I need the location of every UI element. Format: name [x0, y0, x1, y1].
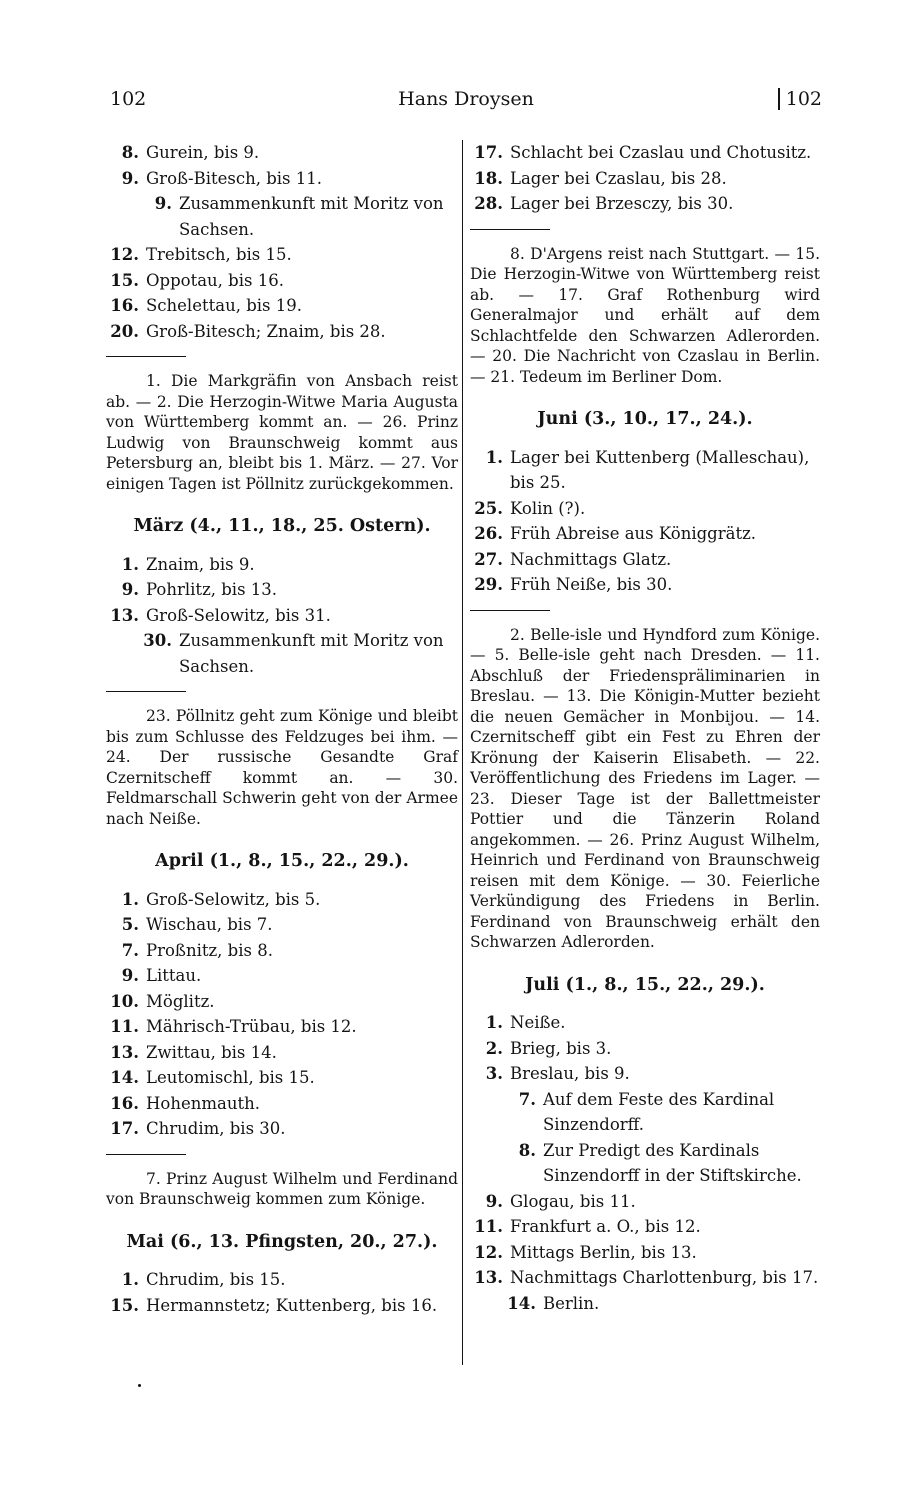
list-entry	[470, 166, 820, 192]
entry-list	[106, 1267, 458, 1318]
entry-day: 1.	[121, 554, 139, 574]
right-column	[470, 140, 820, 1316]
list-entry	[106, 552, 458, 578]
entry-text: Schelettau, bis 19.	[146, 296, 302, 315]
list-entry	[470, 1240, 820, 1266]
entry-day: 10.	[110, 991, 139, 1011]
entry-day: 11.	[474, 1217, 503, 1236]
entry-day: 1.	[485, 447, 503, 467]
entry-day: 15.	[110, 270, 139, 290]
entry-day: 1.	[121, 889, 139, 909]
sub-entry-list	[106, 628, 458, 679]
event-note: 7. Prinz August Wilhelm und Ferdinand von Braunschweig kommen zum Könige.	[106, 1169, 458, 1208]
entry-day: 27.	[474, 549, 503, 569]
list-entry	[106, 963, 458, 989]
list-entry	[503, 1291, 820, 1317]
entry-text: Groß-Bitesch, bis 11.	[146, 168, 323, 188]
entry-day: 14.	[110, 1068, 139, 1087]
month-heading: Juli (1., 8., 15., 22., 29.).	[525, 974, 765, 995]
ink-speck	[138, 1384, 141, 1387]
entry-text: Brieg, bis 3.	[510, 1038, 612, 1058]
entry-day: 18.	[474, 168, 503, 188]
entry-day: 15.	[110, 1295, 139, 1315]
list-entry	[106, 140, 458, 166]
entry-text: Kolin (?).	[510, 498, 586, 518]
list-entry	[106, 887, 458, 913]
event-note: 2. Belle-isle und Hyndford zum Könige. — 5. Belle-isle geht nach Dresden. — 11. Abschluß der Friedenspräliminarien in Breslau. — 13. Die Königin-Mutter bezieht die neuen Gemächer in Monbijou. — 14. Czernitscheff gibt ein Fest zu Ehren der Krönung der Kaiserin Elisabeth. — 22. Veröffentlichung des Friedens im Lager. — 23. Dieser Tage ist der Ballettmeister Pottier und die Tänzerin Roland angekommen. — 26. Prinz August Wilhelm, Heinrich und Ferdinand von Braunschweig reisen mit dem Könige. — 30. Feierliche Verkündigung des Friedens in Berlin. Ferdinand von Braunschweig erhält den Schwarzen Adlerorden.	[470, 625, 820, 951]
section-rule	[106, 356, 186, 357]
entry-day: 7.	[518, 1089, 536, 1109]
entry-text: Chrudim, bis 30.	[146, 1119, 286, 1138]
entry-list	[470, 445, 820, 598]
list-entry	[106, 1293, 458, 1319]
entry-day: 17.	[110, 1119, 139, 1138]
list-entry	[106, 242, 458, 268]
entry-text: Pohrlitz, bis 13.	[146, 580, 278, 599]
entry-text: Groß-Bitesch; Znaim, bis 28.	[146, 321, 386, 341]
sub-entry-list	[470, 1087, 820, 1189]
list-entry	[503, 1138, 820, 1189]
list-entry	[106, 603, 458, 629]
list-entry	[470, 191, 820, 217]
entry-list	[470, 140, 820, 217]
entry-day: 20.	[110, 321, 139, 341]
list-entry	[106, 1116, 458, 1142]
list-entry	[470, 1214, 820, 1240]
entry-text: Möglitz.	[146, 991, 215, 1011]
entry-day: 17.	[474, 143, 503, 162]
entry-day: 29.	[474, 575, 503, 594]
list-entry	[106, 989, 458, 1015]
list-entry	[470, 445, 820, 496]
entry-text: Trebitsch, bis 15.	[146, 245, 292, 264]
entry-text: Zur Predigt des Kardinals Sinzendorff in der Stiftskirche.	[543, 1140, 802, 1185]
list-entry	[106, 1014, 458, 1040]
list-entry	[106, 1091, 458, 1117]
entry-text: Früh Abreise aus Königgrätz.	[510, 524, 757, 543]
list-entry	[106, 1267, 458, 1293]
entry-text: Wischau, bis 7.	[146, 915, 273, 934]
entry-text: Zusammenkunft mit Moritz von Sachsen.	[179, 194, 444, 239]
entry-list	[106, 552, 458, 629]
entry-day: 2.	[485, 1038, 503, 1058]
entry-text: Lager bei Kuttenberg (Malleschau), bis 25.	[510, 447, 810, 492]
entry-text: Früh Neiße, bis 30.	[510, 575, 673, 594]
entry-text: Chrudim, bis 15.	[146, 1270, 286, 1289]
running-head: Hans Droysen	[398, 88, 534, 110]
entry-list	[106, 887, 458, 1142]
list-entry	[106, 268, 458, 294]
event-note: 8. D'Argens reist nach Stuttgart. — 15. Die Herzogin-Witwe von Württemberg reist ab. — 17. Graf Rothenburg wird Generalmajor und erhält auf dem Schlachtfelde den Schwarzen Adlerorden. — 20. Die Nachricht von Czaslau in Berlin. — 21. Tedeum im Berliner Dom.	[470, 244, 820, 386]
entry-day: 13.	[474, 1268, 503, 1287]
entry-day: 14.	[507, 1293, 536, 1313]
entry-text: Lager bei Czaslau, bis 28.	[510, 168, 727, 188]
section-rule	[470, 229, 550, 230]
entry-day: 9.	[485, 1191, 503, 1211]
entry-text: Gurein, bis 9.	[146, 143, 260, 162]
entry-list	[470, 1010, 820, 1087]
section-rule	[470, 610, 550, 611]
entry-text: Oppotau, bis 16.	[146, 270, 284, 290]
section-rule	[106, 691, 186, 692]
list-entry	[470, 1265, 820, 1291]
column-divider	[462, 140, 463, 1365]
entry-text: Mittags Berlin, bis 13.	[510, 1242, 697, 1262]
entry-day: 13.	[110, 605, 139, 625]
entry-day: 1.	[121, 1270, 139, 1289]
entry-text: Nachmittags Charlottenburg, bis 17.	[510, 1268, 819, 1287]
entry-text: Leutomischl, bis 15.	[146, 1068, 315, 1087]
entry-text: Neiße.	[510, 1013, 566, 1032]
entry-list	[470, 1189, 820, 1291]
list-entry	[106, 166, 458, 192]
entry-text: Zwittau, bis 14.	[146, 1042, 277, 1062]
entry-text: Breslau, bis 9.	[510, 1064, 630, 1083]
entry-day: 9.	[121, 966, 139, 985]
list-entry	[106, 293, 458, 319]
entry-list	[106, 140, 458, 191]
month-heading: März (4., 11., 18., 25. Ostern).	[133, 516, 431, 536]
entry-day: 12.	[474, 1242, 503, 1262]
entry-day: 9.	[121, 580, 139, 599]
list-entry	[470, 496, 820, 522]
entry-text: Glogau, bis 11.	[510, 1191, 636, 1211]
entry-day: 13.	[110, 1042, 139, 1062]
list-entry	[470, 547, 820, 573]
entry-day: 5.	[121, 915, 139, 934]
entry-text: Hermannstetz; Kuttenberg, bis 16.	[146, 1295, 438, 1315]
entry-text: Znaim, bis 9.	[146, 554, 255, 574]
list-entry	[470, 521, 820, 547]
page-number-right: 102	[778, 88, 822, 110]
entry-text: Proßnitz, bis 8.	[146, 940, 273, 960]
list-entry	[470, 1010, 820, 1036]
entry-day: 26.	[474, 524, 503, 543]
event-note: 1. Die Markgräfin von Ansbach reist ab. — 2. Die Herzogin-Witwe Maria Augusta von Württemberg kommt an. — 26. Prinz Ludwig von Braunschweig kommt aus Petersburg an, bleibt bis 1. März. — 27. Vor einigen Tagen ist Pöllnitz zurückgekommen.	[106, 372, 458, 493]
entry-day: 7.	[121, 940, 139, 960]
entry-day: 16.	[110, 1093, 139, 1113]
page-header	[110, 88, 822, 118]
month-heading: Juni (3., 10., 17., 24.).	[537, 409, 753, 429]
list-entry	[470, 1189, 820, 1215]
list-entry	[106, 912, 458, 938]
entry-text: Frankfurt a. O., bis 12.	[510, 1217, 701, 1236]
list-entry	[470, 572, 820, 598]
entry-text: Nachmittags Glatz.	[510, 549, 672, 569]
entry-day: 11.	[110, 1017, 139, 1036]
section-rule	[106, 1154, 186, 1155]
entry-day: 9.	[154, 194, 172, 213]
sub-entry-list	[470, 1291, 820, 1317]
entry-day: 8.	[121, 143, 139, 162]
month-heading: April (1., 8., 15., 22., 29.).	[155, 851, 409, 871]
entry-text: Mährisch-Trübau, bis 12.	[146, 1017, 357, 1036]
entry-day: 9.	[121, 168, 139, 188]
entry-day: 28.	[474, 194, 503, 213]
entry-text: Lager bei Brzesczy, bis 30.	[510, 194, 734, 213]
entry-day: 1.	[485, 1013, 503, 1032]
entry-text: Hohenmauth.	[146, 1093, 260, 1113]
entry-text: Auf dem Feste des Kardinal Sinzendorff.	[543, 1089, 775, 1134]
sub-entry-list	[106, 191, 458, 242]
list-entry	[106, 1040, 458, 1066]
entry-text: Groß-Selowitz, bis 5.	[146, 889, 321, 909]
entry-day: 3.	[485, 1064, 503, 1083]
list-entry	[503, 1087, 820, 1138]
entry-day: 30.	[143, 631, 172, 650]
list-entry	[106, 1065, 458, 1091]
list-entry	[470, 140, 820, 166]
page-number-left: 102	[110, 88, 147, 110]
list-entry	[470, 1036, 820, 1062]
list-entry	[106, 938, 458, 964]
list-entry	[139, 628, 458, 679]
entry-text: Schlacht bei Czaslau und Chotusitz.	[510, 143, 812, 162]
month-heading: Mai (6., 13. Pfingsten, 20., 27.).	[126, 1231, 438, 1252]
left-column	[106, 140, 458, 1318]
list-entry	[106, 319, 458, 345]
entry-day: 25.	[474, 498, 503, 518]
list-entry	[106, 577, 458, 603]
entry-text: Littau.	[146, 966, 202, 985]
entry-text: Zusammenkunft mit Moritz von Sachsen.	[179, 631, 444, 676]
entry-day: 16.	[110, 296, 139, 315]
entry-list	[106, 242, 458, 344]
entry-day: 12.	[110, 245, 139, 264]
list-entry	[470, 1061, 820, 1087]
list-entry	[139, 191, 458, 242]
entry-text: Berlin.	[543, 1293, 600, 1313]
event-note: 23. Pöllnitz geht zum Könige und bleibt bis zum Schlusse des Feldzuges bei ihm. — 24. Der russische Gesandte Graf Czernitscheff kommt an. — 30. Feldmarschall Schwerin geht von der Armee nach Neiße.	[106, 707, 458, 828]
entry-text: Groß-Selowitz, bis 31.	[146, 605, 331, 625]
entry-day: 8.	[518, 1140, 536, 1160]
